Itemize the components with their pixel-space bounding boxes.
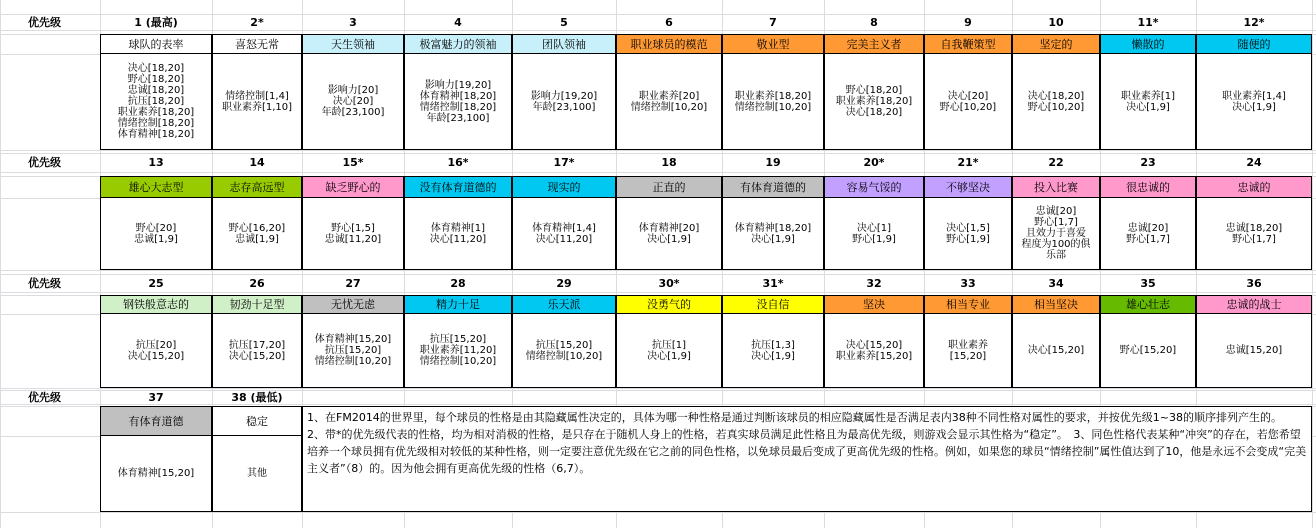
priority-number: 28	[450, 276, 466, 290]
attribute-requirements: 抗压[20] 决心[15,20]	[100, 314, 212, 388]
priority-number: 33	[960, 276, 976, 290]
attribute-requirements: 忠诚[20] 野心[1,7] 且效力于喜爱 程度为100的俱 乐部	[1012, 198, 1100, 270]
attribute-requirements: 体育精神[15,20] 抗压[15,20] 情绪控制[10,20]	[302, 314, 404, 388]
personality-name: 敬业型	[722, 34, 824, 54]
personality-name: 极富魅力的领袖	[404, 34, 512, 54]
attribute-requirements: 决心[20] 野心[10,20]	[924, 54, 1012, 150]
attribute-requirements: 影响力[19,20] 年龄[23,100]	[512, 54, 616, 150]
priority-number: 26	[249, 276, 265, 290]
priority-row-label: 优先级	[28, 276, 61, 290]
priority-number: 23	[1140, 156, 1156, 169]
attribute-requirements: 职业素养[18,20] 情绪控制[10,20]	[722, 54, 824, 150]
priority-number: 27	[345, 276, 361, 290]
personality-name: 职业球员的模范	[616, 34, 722, 54]
attribute-requirements: 野心[20] 忠诚[1,9]	[100, 198, 212, 270]
priority-number: 36	[1246, 276, 1262, 290]
priority-number: 35	[1140, 276, 1156, 290]
personality-name: 相当专业	[924, 295, 1012, 314]
attribute-requirements: 抗压[1] 决心[1,9]	[616, 314, 722, 388]
personality-name: 容易气馁的	[824, 176, 924, 198]
attribute-requirements: 抗压[1,3] 决心[1,9]	[722, 314, 824, 388]
priority-number: 21*	[957, 156, 979, 169]
personality-name: 乐天派	[512, 295, 616, 314]
priority-number: 4	[454, 15, 462, 29]
priority-row-label: 优先级	[28, 156, 61, 169]
grid-row-line	[0, 172, 1316, 173]
attribute-requirements: 决心[15,20]	[1012, 314, 1100, 388]
personality-name: 投入比赛	[1012, 176, 1100, 198]
priority-number: 31*	[762, 276, 784, 290]
personality-name: 雄心大志型	[100, 176, 212, 198]
personality-name: 没勇气的	[616, 295, 722, 314]
attribute-requirements: 职业素养[1] 决心[1,9]	[1100, 54, 1196, 150]
attribute-requirements: 体育精神[18,20] 决心[1,9]	[722, 198, 824, 270]
personality-name: 有体育道德	[100, 406, 212, 436]
attribute-requirements: 决心[18,20] 野心[18,20] 忠诚[18,20] 抗压[18,20] 职业素养[18,20] 情绪控制[18,20] 体育精神[18,20]	[100, 54, 212, 150]
personality-name: 喜怒无常	[212, 34, 302, 54]
priority-number: 5	[560, 15, 568, 29]
personality-name: 正直的	[616, 176, 722, 198]
priority-number: 32	[866, 276, 882, 290]
priority-number: 9	[964, 15, 972, 29]
priority-number: 30*	[658, 276, 680, 290]
personality-name: 自我鞭策型	[924, 34, 1012, 54]
personality-name: 志存高远型	[212, 176, 302, 198]
personality-name: 钢铁般意志的	[100, 295, 212, 314]
priority-number: 11*	[1137, 15, 1159, 29]
priority-number: 6	[665, 15, 673, 29]
personality-name: 韧劲十足型	[212, 295, 302, 314]
priority-number: 38 (最低)	[231, 390, 283, 404]
personality-name: 稳定	[212, 406, 302, 436]
attribute-requirements: 职业素养[1,4] 决心[1,9]	[1196, 54, 1312, 150]
attribute-requirements: 决心[1,5] 野心[1,9]	[924, 198, 1012, 270]
attribute-requirements: 其他	[212, 436, 302, 512]
priority-number: 34	[1048, 276, 1064, 290]
priority-number: 8	[870, 15, 878, 29]
grid-col-line	[0, 0, 1, 528]
grid-row-line	[0, 30, 1316, 31]
attribute-requirements: 体育精神[1,4] 决心[11,20]	[512, 198, 616, 270]
grid-row-line	[0, 404, 1316, 405]
attribute-requirements: 抗压[15,20] 职业素养[11,20] 情绪控制[10,20]	[404, 314, 512, 388]
priority-number: 37	[148, 390, 164, 404]
priority-number: 12*	[1243, 15, 1265, 29]
grid-row-line	[0, 150, 1316, 151]
priority-number: 2*	[250, 15, 264, 29]
priority-number: 14	[249, 156, 265, 169]
attribute-requirements: 职业素养[20] 情绪控制[10,20]	[616, 54, 722, 150]
attribute-requirements: 野心[15,20]	[1100, 314, 1196, 388]
personality-name: 相当坚决	[1012, 295, 1100, 314]
grid-row-line	[0, 388, 1316, 389]
notes-box	[302, 406, 1312, 512]
priority-number: 24	[1246, 156, 1262, 169]
grid-row-line	[0, 512, 1316, 513]
priority-number: 29	[556, 276, 572, 290]
personality-name: 忠诚的	[1196, 176, 1312, 198]
personality-name: 不够坚决	[924, 176, 1012, 198]
personality-name: 缺乏野心的	[302, 176, 404, 198]
personality-name: 没自信	[722, 295, 824, 314]
priority-number: 1 (最高)	[134, 15, 178, 29]
personality-name: 有体育道德的	[722, 176, 824, 198]
priority-number: 18	[661, 156, 677, 169]
attribute-requirements: 野心[18,20] 职业素养[18,20] 决心[18,20]	[824, 54, 924, 150]
priority-number: 20*	[863, 156, 885, 169]
attribute-requirements: 决心[15,20] 职业素养[15,20]	[824, 314, 924, 388]
priority-number: 13	[148, 156, 164, 169]
grid-row-line	[0, 292, 1316, 293]
personality-name: 随便的	[1196, 34, 1312, 54]
priority-number: 17*	[553, 156, 575, 169]
attribute-requirements: 抗压[15,20] 情绪控制[10,20]	[512, 314, 616, 388]
priority-row-label: 优先级	[28, 15, 61, 29]
attribute-requirements: 情绪控制[1,4] 职业素养[1,10]	[212, 54, 302, 150]
priority-number: 15*	[342, 156, 364, 169]
note-paragraph: 2、带*的优先级代表的性格，均为相对消极的性格，是只存在于随机人身上的性格，若真实球员满足此性格且为最高优先级，则游戏会显示其性格为“稳定”。 3、同色性格代表某种“冲突”的存在，若您希望培养一个球员拥有优先级相对较低的某种性格，则一定要注意优先级在它之前的同色性格，以免球员最后变成了更高优先级的性格。例如，如果您的球员“情绪控制”属性值达到了10，他是永远不会变成“完美主义者”（8）的。因为他会拥有更高优先级的性格（6,7）。	[307, 428, 1307, 475]
attribute-requirements: 决心[18,20] 野心[10,20]	[1012, 54, 1100, 150]
personality-name: 天生领袖	[302, 34, 404, 54]
priority-number: 22	[1048, 156, 1064, 169]
attribute-requirements: 忠诚[15,20]	[1196, 314, 1312, 388]
attribute-requirements: 体育精神[15,20]	[100, 436, 212, 512]
personality-name: 懒散的	[1100, 34, 1196, 54]
personality-name: 完美主义者	[824, 34, 924, 54]
personality-name: 精力十足	[404, 295, 512, 314]
attribute-requirements: 影响力[20] 决心[20] 年龄[23,100]	[302, 54, 404, 150]
attribute-requirements: 体育精神[20] 决心[1,9]	[616, 198, 722, 270]
attribute-requirements: 忠诚[20] 野心[1,7]	[1100, 198, 1196, 270]
personality-name: 无忧无虑	[302, 295, 404, 314]
grid-col-line	[1312, 0, 1313, 528]
priority-number: 3	[349, 15, 357, 29]
attribute-requirements: 决心[1] 野心[1,9]	[824, 198, 924, 270]
attribute-requirements: 抗压[17,20] 决心[15,20]	[212, 314, 302, 388]
personality-name: 现实的	[512, 176, 616, 198]
attribute-requirements: 职业素养 [15,20]	[924, 314, 1012, 388]
note-paragraph: 1、在FM2014的世界里，每个球员的性格是由其隐藏属性决定的，具体为哪一种性格是通过判断该球员的相应隐藏属性是否满足表内38种不同性格对属性的要求，并按优先级1~38的顺序排列产生的。	[307, 411, 1283, 424]
grid-row-line	[0, 270, 1316, 271]
priority-number: 25	[148, 276, 164, 290]
personality-name: 没有体育道德的	[404, 176, 512, 198]
priority-number: 10	[1048, 15, 1064, 29]
attribute-requirements: 野心[16,20] 忠诚[1,9]	[212, 198, 302, 270]
personality-name: 雄心壮志	[1100, 295, 1196, 314]
attribute-requirements: 影响力[19,20] 体育精神[18,20] 情绪控制[18,20] 年龄[23,100]	[404, 54, 512, 150]
priority-number: 16*	[447, 156, 469, 169]
priority-number: 19	[765, 156, 781, 169]
personality-name: 坚定的	[1012, 34, 1100, 54]
attribute-requirements: 忠诚[18,20] 野心[1,7]	[1196, 198, 1312, 270]
personality-name: 球队的表率	[100, 34, 212, 54]
personality-name: 坚决	[824, 295, 924, 314]
personality-name: 忠诚的战士	[1196, 295, 1312, 314]
personality-name: 团队领袖	[512, 34, 616, 54]
attribute-requirements: 野心[1,5] 忠诚[11,20]	[302, 198, 404, 270]
priority-number: 7	[769, 15, 777, 29]
personality-name: 很忠诚的	[1100, 176, 1196, 198]
attribute-requirements: 体育精神[1] 决心[11,20]	[404, 198, 512, 270]
priority-row-label: 优先级	[28, 390, 61, 404]
